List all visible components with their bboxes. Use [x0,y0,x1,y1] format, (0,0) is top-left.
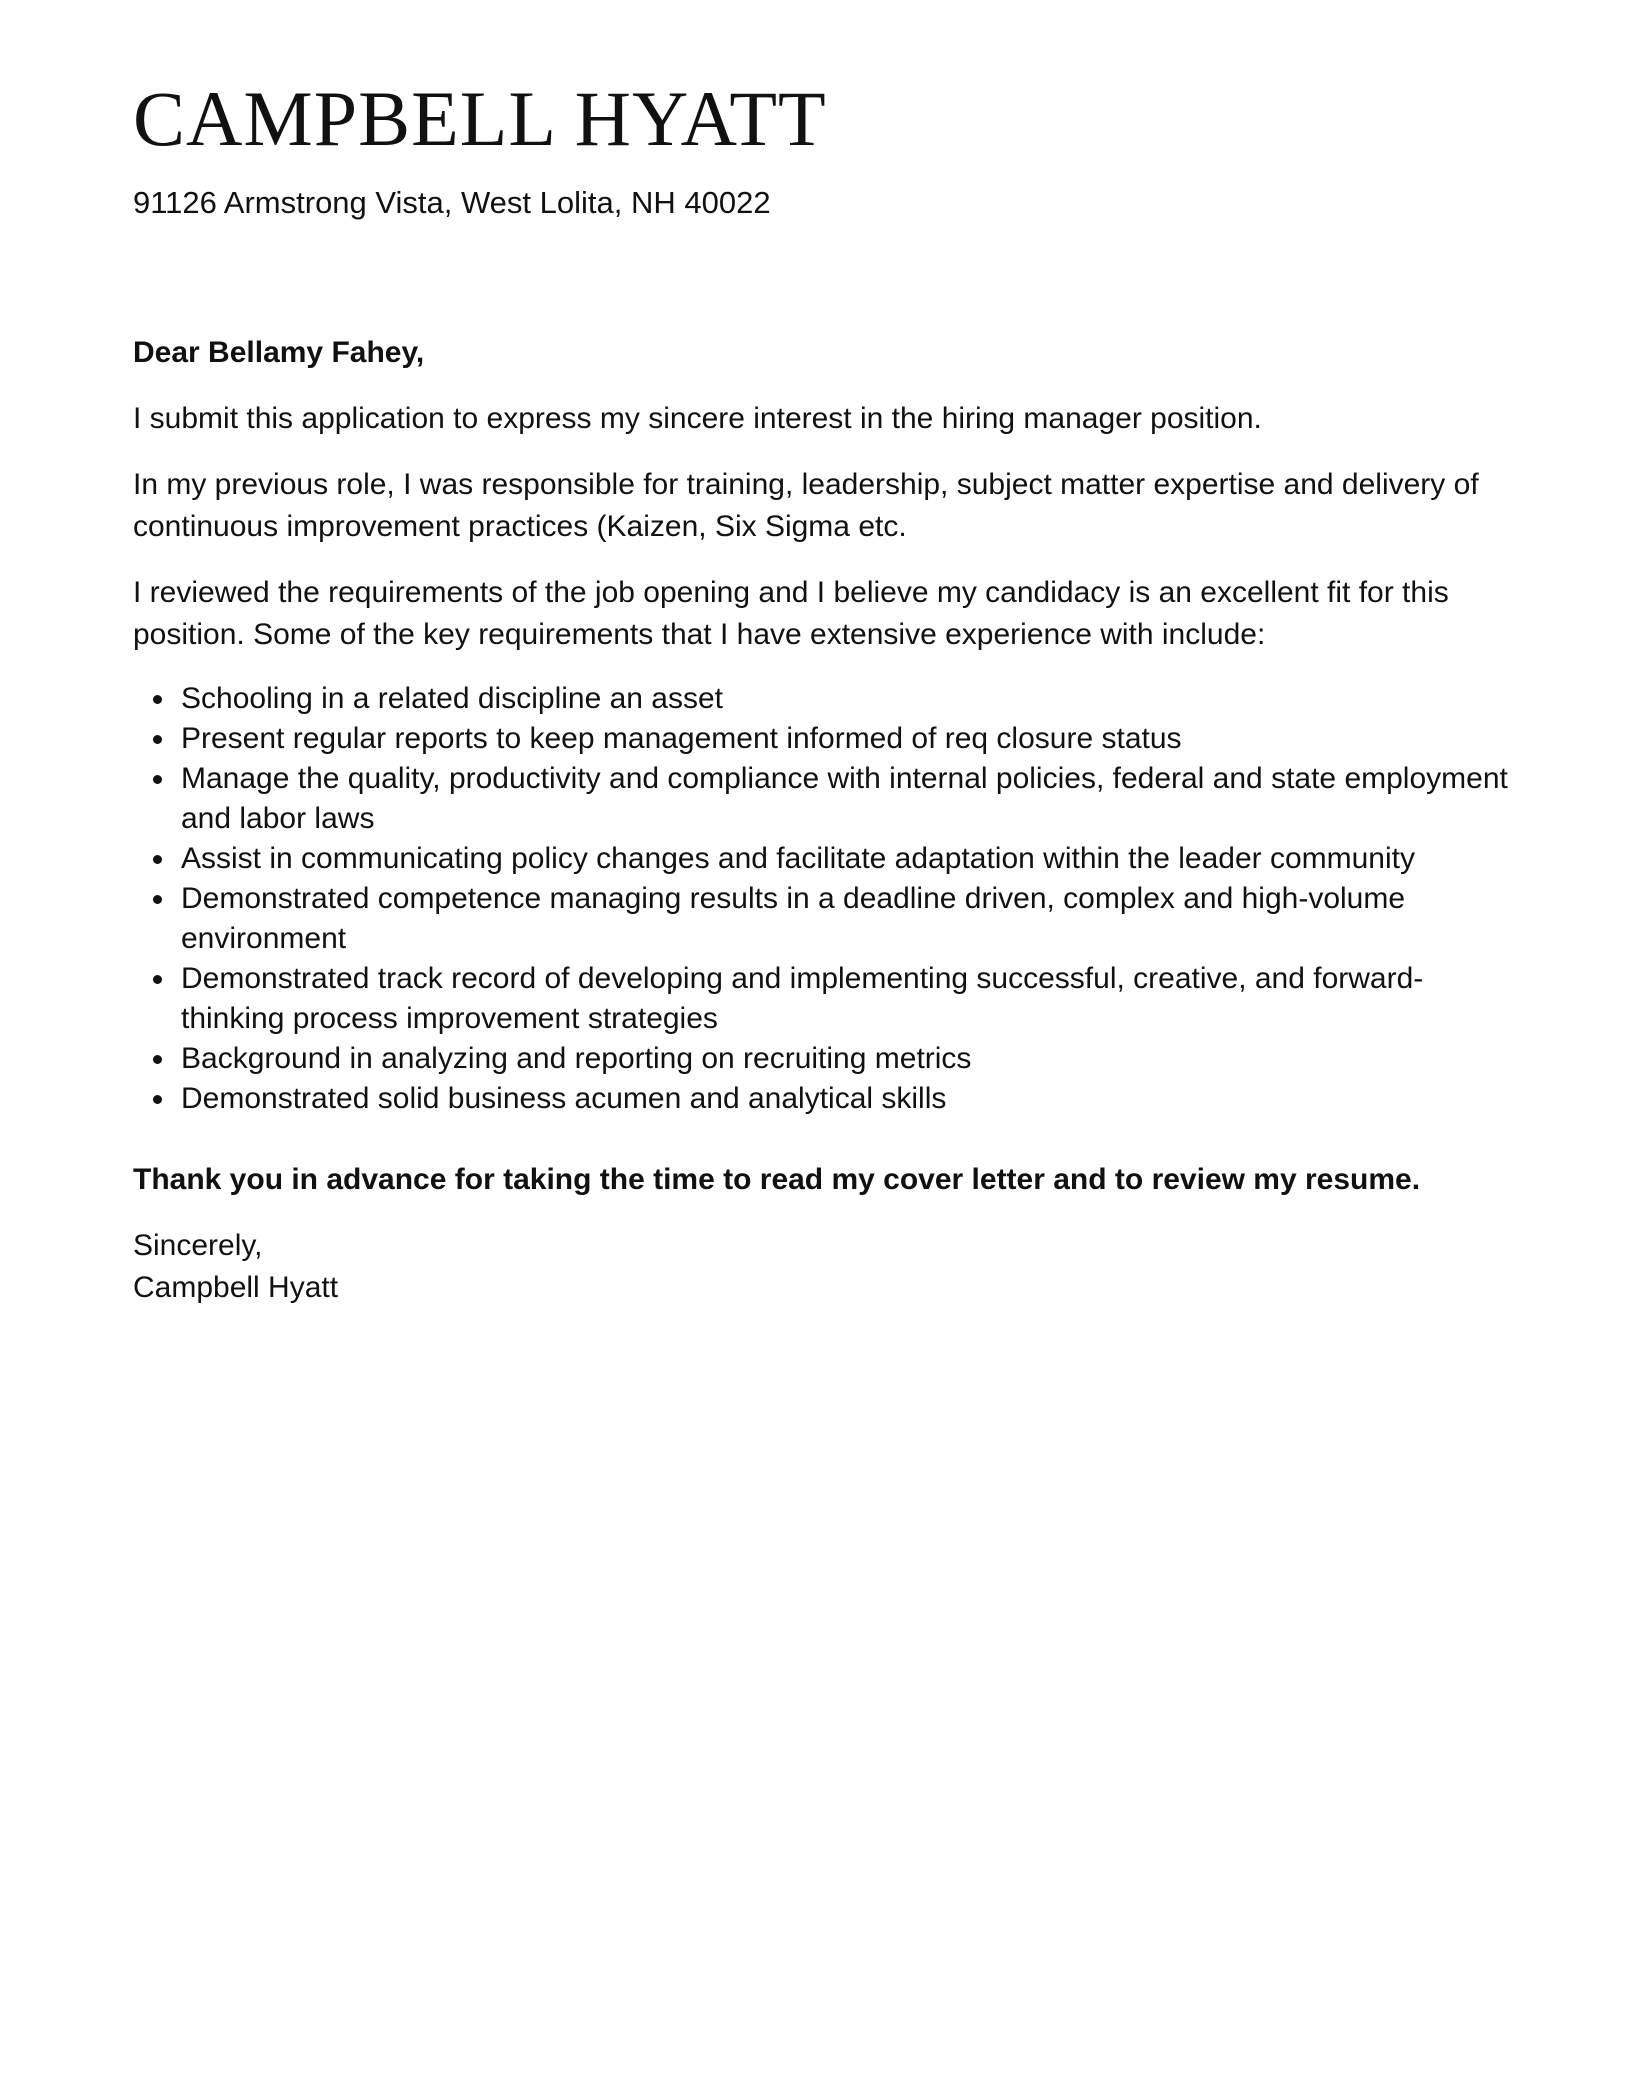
list-item-text: Demonstrated competence managing results in a deadline driven, complex and high-volume environment [181,882,1406,956]
list-item [133,759,1513,839]
list-item [133,719,1513,759]
list-item [133,679,1513,719]
salutation: Dear Bellamy Fahey, [133,336,425,370]
bullet-icon [153,1095,162,1104]
list-item-text: Demonstrated track record of developing and implementing successful, creative, and forward-thinking process improvement strategies [181,962,1424,1036]
signature-name: Campbell Hyatt [133,1271,339,1305]
list-item [133,839,1513,879]
bullet-icon [153,735,162,744]
bullet-icon [153,695,162,704]
closing-paragraph: Thank you in advance for taking the time to read my cover letter and to review my resume. [133,1163,1421,1197]
signoff-text: Sincerely, [133,1229,263,1263]
bullet-icon [153,855,162,864]
applicant-address: 91126 Armstrong Vista, West Lolita, NH 40022 [133,185,771,220]
list-item [133,1039,1513,1079]
cover-letter-page [133,75,1513,1309]
list-item-text: Assist in communicating policy changes and facilitate adaptation within the leader community [181,842,1415,876]
intro-paragraph: I submit this application to express my sincere interest in the hiring manager position. [133,402,1262,436]
list-item [133,879,1513,959]
list-item-text: Background in analyzing and reporting on recruiting metrics [181,1042,972,1076]
list-item-text: Present regular reports to keep management informed of req closure status [181,722,1182,756]
requirements-intro-paragraph: I reviewed the requirements of the job opening and I believe my candidacy is an excellent fit for this position. Some of the key requirements that I have extensive experience with include: [133,576,1449,652]
bullet-icon [153,975,162,984]
applicant-name: CAMPBELL HYATT [133,75,827,162]
experience-paragraph: In my previous role, I was responsible for training, leadership, subject matter expertise and delivery of continuous improvement practices (Kaizen, Six Sigma etc. [133,468,1479,544]
list-item [133,1079,1513,1119]
requirements-list [133,679,1513,1119]
bullet-icon [153,895,162,904]
list-item [133,959,1513,1039]
list-item-text: Schooling in a related discipline an asset [181,682,724,716]
list-item-text: Manage the quality, productivity and compliance with internal policies, federal and state employment and labor laws [181,762,1508,836]
list-item-text: Demonstrated solid business acumen and analytical skills [181,1082,947,1116]
bullet-icon [153,1055,162,1064]
bullet-icon [153,775,162,784]
signoff-block [133,1225,1513,1309]
